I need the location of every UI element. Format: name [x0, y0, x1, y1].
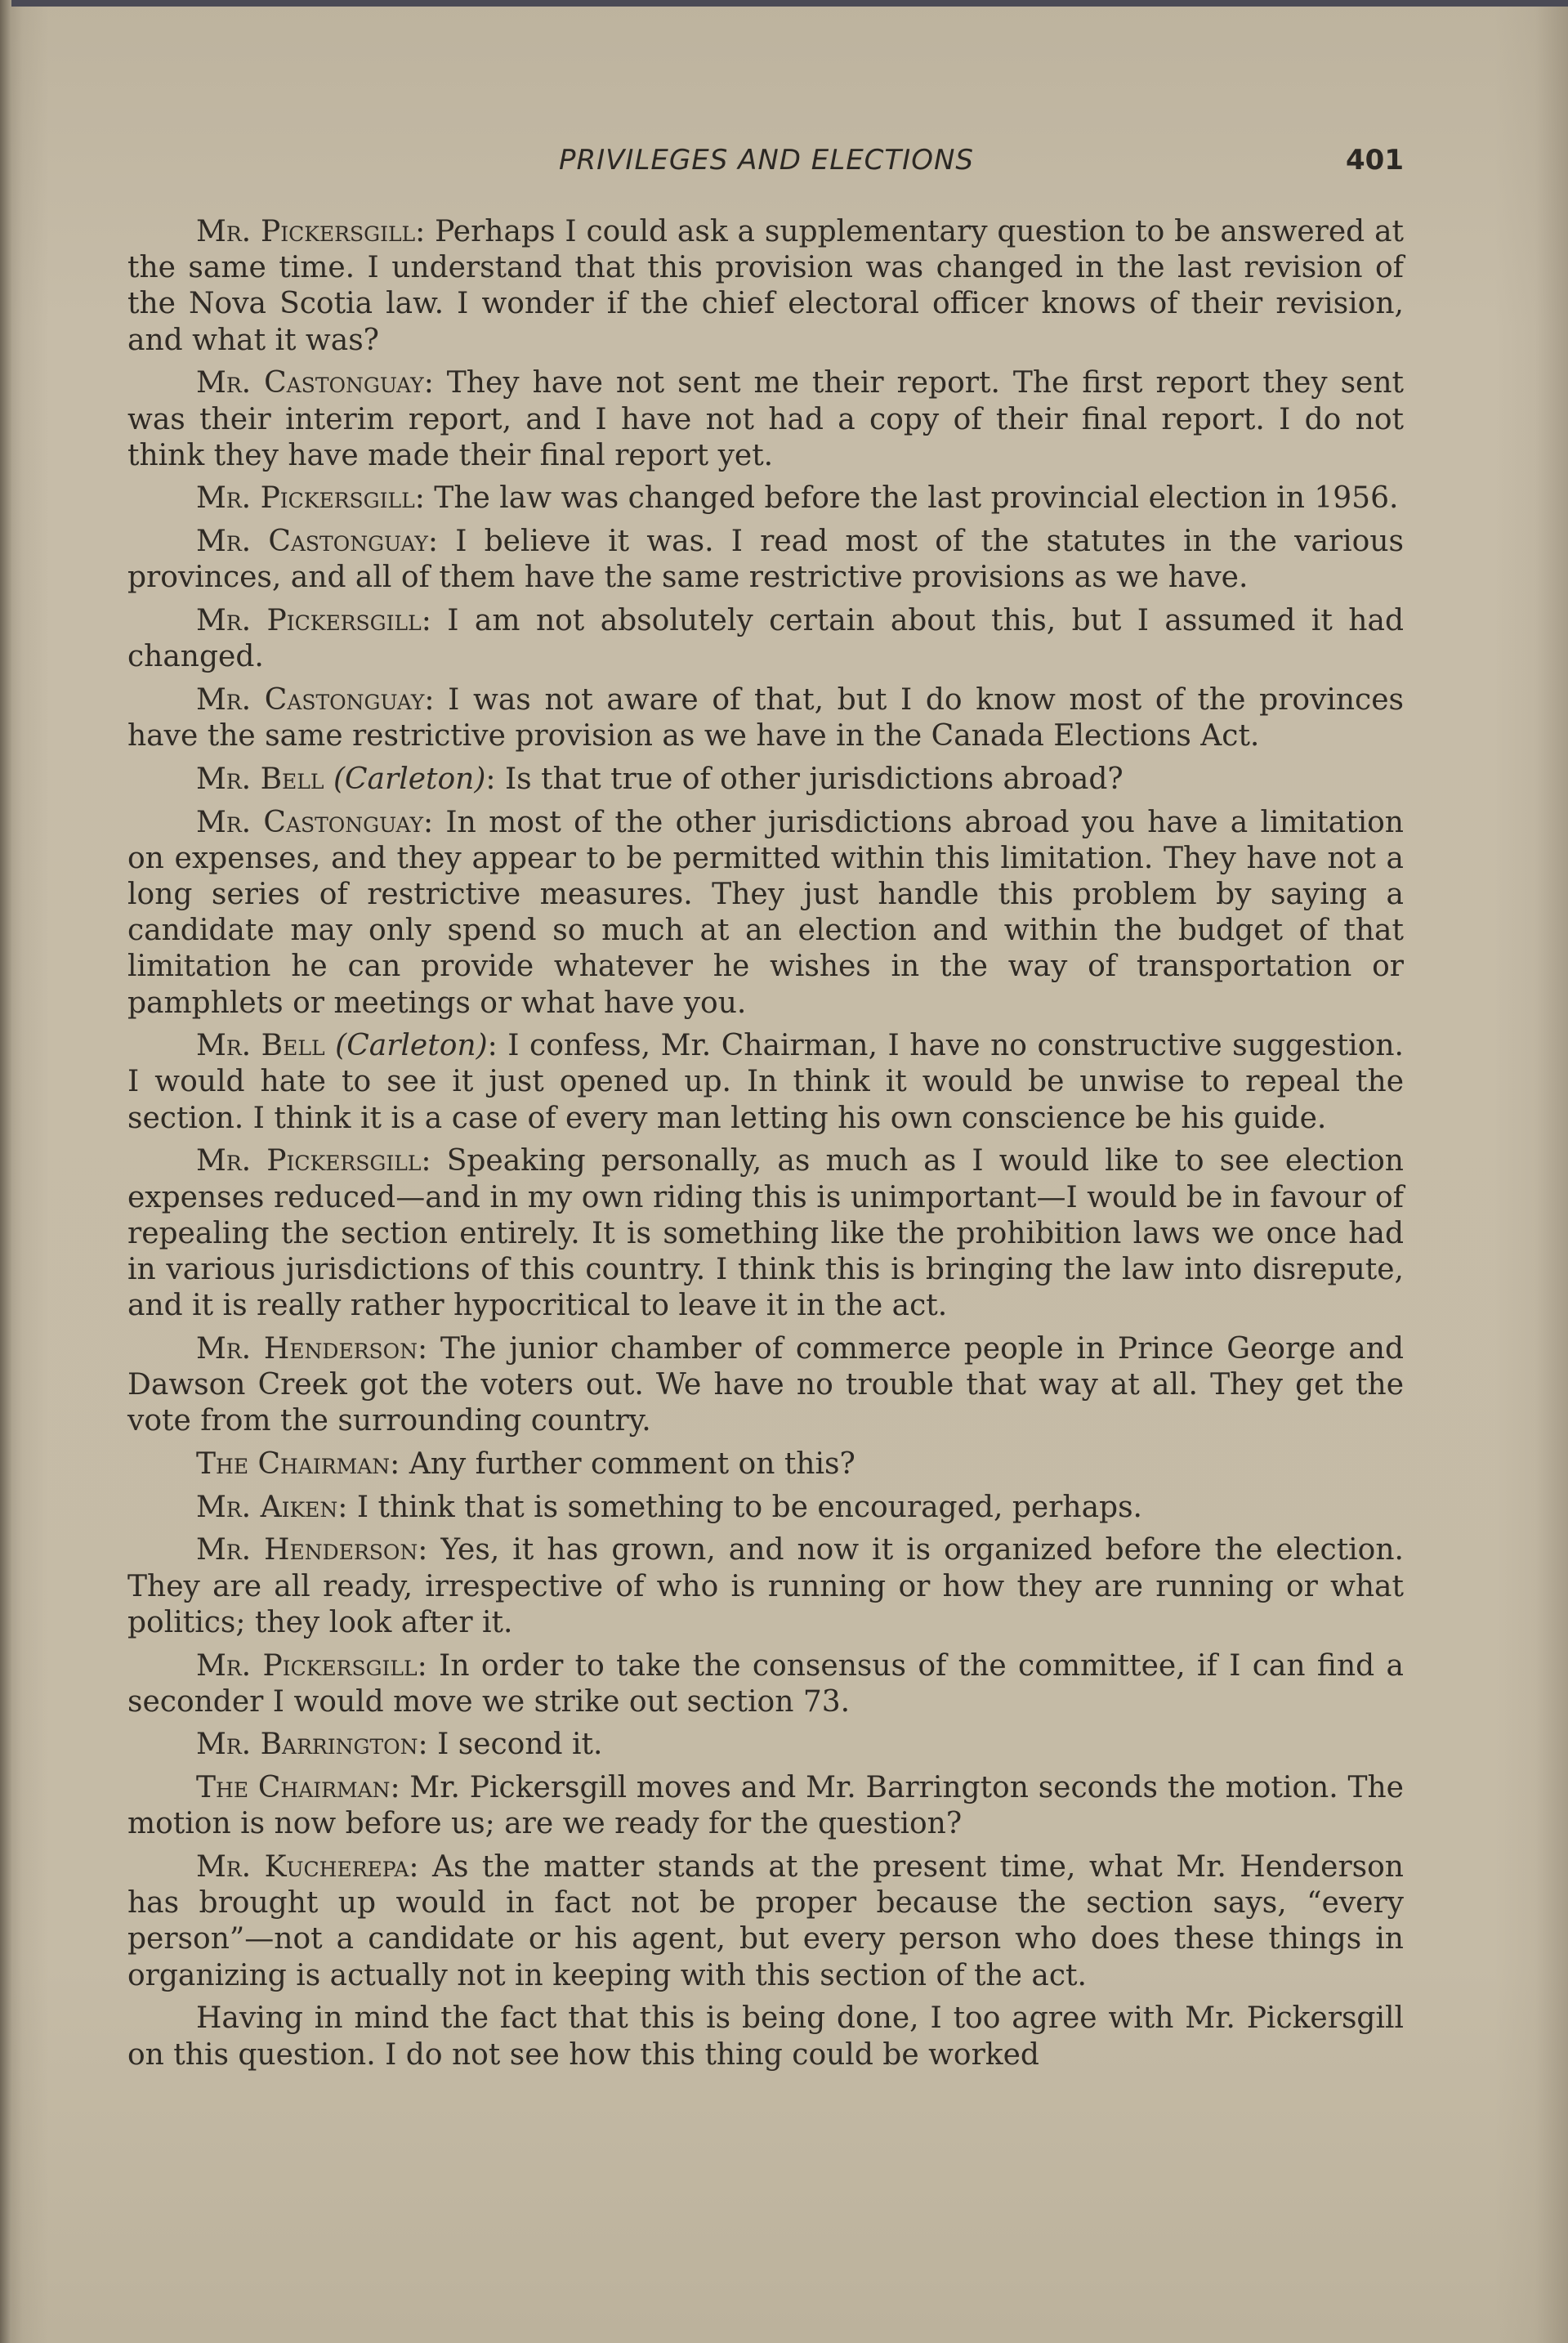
speaker-name: Mr. Castonguay [196, 525, 428, 559]
speaker-name: Mr. Pickersgill [196, 1144, 422, 1178]
paragraph [127, 365, 1404, 474]
paragraph [127, 481, 1404, 516]
paragraph [127, 1770, 1404, 1842]
speaker-name: Mr. Pickersgill [196, 481, 415, 516]
speaker-name: The Chairman [196, 1447, 391, 1481]
page-number: 401 [1346, 144, 1404, 177]
paragraph-text: : I am not absolutely certain about this, but I assumed it had changed. [127, 604, 1404, 674]
paragraph-text: Having in mind the fact that this is being done, I too agree with Mr. Pickersgill on this question. I do not see how this thing could be worked [127, 2001, 1404, 2072]
page-top-edge [0, 0, 1568, 7]
speaker-name: Mr. Castonguay [196, 366, 424, 400]
paragraph [127, 805, 1404, 1022]
paragraph [127, 762, 1404, 798]
speaker-name: Mr. Henderson [196, 1533, 418, 1567]
paragraph [127, 214, 1404, 359]
paragraph [127, 1490, 1404, 1526]
speaker-name: Mr. Pickersgill [196, 604, 422, 638]
paragraph [127, 1028, 1404, 1137]
paragraph-text: : The law was changed before the last provincial election in 1956. [414, 481, 1399, 516]
paragraph [127, 1446, 1404, 1482]
paragraph-text: : Perhaps I could ask a supplementary question to be answered at the same time. I understand that this provision was changed in the last revision of the Nova Scotia law. I wonder if the chief electoral officer knows of their revision, and what it was? [127, 215, 1404, 357]
transcript-body [127, 214, 1404, 2080]
paragraph [127, 2001, 1404, 2072]
speaker-name: Mr. Pickersgill [196, 215, 416, 248]
paragraph [127, 1648, 1404, 1720]
speaker-riding: (Carleton) [335, 1029, 488, 1063]
speaker-name: Mr. Kucherepa [196, 1850, 409, 1885]
paragraph [127, 1727, 1404, 1763]
paragraph-text: : I think that is something to be encouraged, perhaps. [337, 1490, 1142, 1524]
paragraph [127, 1849, 1404, 1994]
page-binding [0, 0, 11, 2343]
paragraph-text: : In order to take the consensus of the committee, if I can find a seconder I would move we strike out section 73. [127, 1648, 1404, 1719]
paragraph [127, 1532, 1404, 1641]
speaker-name: Mr. Castonguay [196, 682, 425, 717]
paragraph [127, 1143, 1404, 1324]
running-head [129, 144, 1404, 186]
speaker-name: Mr. Castonguay [196, 805, 423, 839]
paragraph-text: : I second it. [418, 1728, 603, 1762]
paragraph [127, 1331, 1404, 1440]
paragraph [127, 603, 1404, 675]
paragraph-text: : Is that true of other jurisdictions abroad? [485, 762, 1124, 796]
paragraph-text: : I believe it was. I read most of the statutes in the various provinces, and all of them have the same restrictive provisions as we have. [127, 525, 1404, 595]
paragraph-text: : Yes, it has grown, and now it is organized before the election. They are all ready, irrespective of who is running or how they are running or what politics; they look after it. [127, 1533, 1404, 1639]
speaker-name: Mr. Aiken [196, 1490, 338, 1524]
speaker-name: Mr. Bell [196, 762, 324, 796]
running-title: PRIVILEGES AND ELECTIONS [559, 144, 974, 177]
paragraph-text: : Mr. Pickersgill moves and Mr. Barrington seconds the motion. The motion is now before us; are we ready for the question? [127, 1771, 1404, 1841]
speaker-name: Mr. Pickersgill [196, 1648, 418, 1683]
paragraph-text: : Any further comment on this? [390, 1447, 855, 1481]
paragraph [127, 524, 1404, 596]
paragraph-text: : They have not sent me their report. The first report they sent was their interim report, and I have not had a copy of their final report. I do not think they have made their final report yet. [127, 366, 1404, 472]
paragraph-text: : I confess, Mr. Chairman, I have no constructive suggestion. I would hate to see it just opened up. In think it would be unwise to repeal the section. I think it is a case of every man letting his own conscience be his guide. [127, 1029, 1404, 1135]
speaker-name: Mr. Barrington [196, 1728, 418, 1762]
speaker-name: The Chairman [196, 1771, 391, 1805]
paragraph-text: : The junior chamber of commerce people in Prince George and Dawson Creek got the voters out. We have no trouble that way at all. They get the vote from the surrounding country. [127, 1331, 1404, 1438]
speaker-riding: (Carleton) [333, 762, 486, 796]
paragraph-text: : As the matter stands at the present time, what Mr. Henderson has brought up would in fact not be proper because the section says, “every person”—not a candidate or his agent, but every person who does these things in organizing is actually not in keeping with this section of the act. [127, 1850, 1404, 1992]
paragraph-text: : In most of the other jurisdictions abroad you have a limitation on expenses, and they appear to be permitted within this limitation. They have not a long series of restrictive measures. They just handle this problem by saying a candidate may only spend so much at an election and within the budget of that limitation he can provide whatever he wishes in the way of transportation or pamphlets or meetings or what have you. [127, 805, 1404, 1020]
speaker-name: Mr. Henderson [196, 1331, 418, 1366]
paragraph [127, 682, 1404, 754]
speaker-name: Mr. Bell [196, 1029, 325, 1063]
paragraph-text: : Speaking personally, as much as I would like to see election expenses reduced—and in my own riding this is unimportant—I would be in favour of repealing the section entirely. It is something like the prohibition laws we once had in various jurisdictions of this country. I think this is bringing the law into disrepute, and it is really rather hypocritical to leave it in the act. [127, 1144, 1404, 1323]
paragraph-text: : I was not aware of that, but I do know most of the provinces have the same restrictive provision as we have in the Canada Elections Act. [127, 682, 1404, 753]
